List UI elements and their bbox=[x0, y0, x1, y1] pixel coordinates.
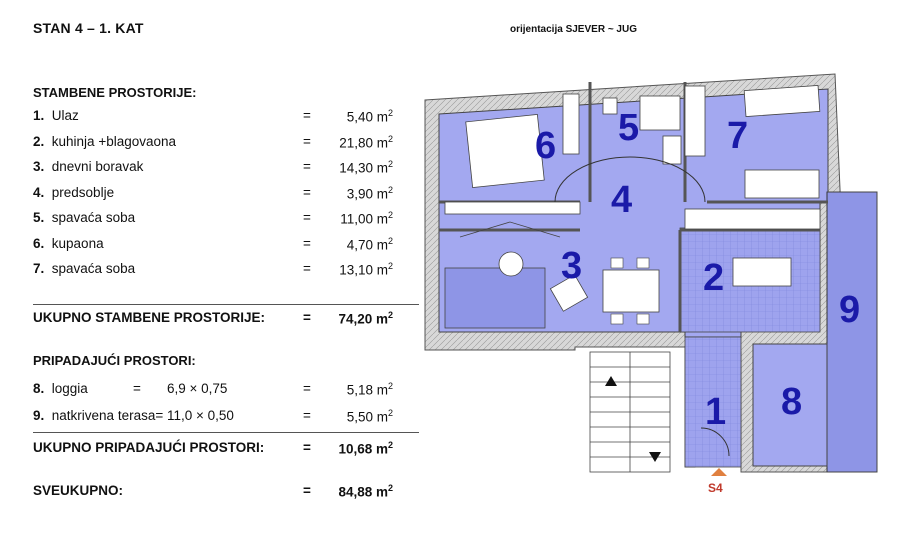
row-number: 1. bbox=[33, 108, 45, 123]
row-eq: = bbox=[303, 159, 311, 174]
row-eq: = bbox=[303, 133, 311, 149]
living-total-label: UKUPNO STAMBENE PROSTORIJE: bbox=[33, 310, 266, 325]
row-name: spavaća soba bbox=[51, 210, 136, 225]
auxiliary-row-8 bbox=[33, 381, 393, 401]
row-eq: = bbox=[303, 108, 311, 123]
living-room-row bbox=[33, 261, 393, 281]
row-name: natkrivena terasa= 11,0 × 0,50 bbox=[51, 408, 234, 423]
row-number: 2. bbox=[33, 133, 45, 149]
auxiliary-row-9 bbox=[33, 408, 393, 428]
wardrobe-icon bbox=[685, 86, 705, 156]
row-number: 8. bbox=[33, 381, 45, 396]
living-room-row bbox=[33, 185, 393, 205]
living-total-value: 74,20 $m^2$ bbox=[338, 310, 393, 327]
page-title: STAN 4 – 1. KAT bbox=[33, 20, 144, 36]
room-label-7: 7 bbox=[727, 115, 749, 157]
formula-eq: = bbox=[133, 381, 141, 396]
grand-total-row bbox=[33, 483, 393, 503]
row-eq: = bbox=[303, 184, 311, 200]
room-label-3: 3 bbox=[561, 245, 583, 287]
living-total-eq: = bbox=[303, 310, 311, 325]
room-label-6: 6 bbox=[535, 125, 557, 167]
auxiliary-total-label: UKUPNO PRIPADAJUĆI PROSTORI: bbox=[33, 440, 265, 455]
room-label-4: 4 bbox=[611, 179, 633, 221]
row-eq: = bbox=[303, 261, 311, 276]
row-value: 13,10 $m^2$ bbox=[339, 261, 393, 278]
auxiliary-total-value: 10,68 $m^2$ bbox=[338, 440, 393, 457]
auxiliary-total-row bbox=[33, 440, 393, 460]
row-name: dnevni boravak bbox=[51, 159, 144, 174]
toilet-icon bbox=[603, 98, 617, 114]
coffee-table-icon bbox=[499, 252, 523, 276]
entrance-tag: S4 bbox=[708, 481, 723, 495]
row-name: kupaona bbox=[51, 235, 104, 251]
row-number: 4. bbox=[33, 184, 45, 200]
row-number: 9. bbox=[33, 408, 45, 423]
row-value: 3,90 $m^2$ bbox=[346, 184, 393, 201]
row-number: 6. bbox=[33, 235, 45, 251]
kitchen-counter-icon bbox=[685, 209, 820, 229]
divider bbox=[33, 432, 419, 433]
terrace-area bbox=[827, 192, 877, 472]
row-eq: = bbox=[303, 381, 311, 396]
row-eq: = bbox=[303, 235, 311, 251]
room-label-2: 2 bbox=[703, 257, 725, 299]
kitchen-island-icon bbox=[733, 258, 791, 286]
room-label-8: 8 bbox=[781, 381, 803, 423]
grand-total-value: 84,88 $m^2$ bbox=[338, 483, 393, 500]
single-bed-icon bbox=[744, 85, 820, 116]
row-value: 14,30 $m^2$ bbox=[339, 159, 393, 176]
row-name: loggia bbox=[51, 381, 88, 396]
row-value: 5,18 $m^2$ bbox=[346, 381, 393, 398]
row-value: 4,70 $m^2$ bbox=[346, 235, 393, 252]
row-value: 11,00 $m^2$ bbox=[340, 210, 393, 227]
row-value: 21,80 $m^2$ bbox=[339, 133, 393, 150]
room-label-5: 5 bbox=[618, 107, 640, 149]
living-room-row bbox=[33, 134, 393, 154]
single-bed-icon bbox=[745, 170, 819, 198]
row-name: spavaća soba bbox=[51, 261, 136, 276]
grand-total-label: SVEUKUPNO: bbox=[33, 483, 124, 498]
shower-icon bbox=[640, 96, 680, 130]
wardrobe-icon bbox=[445, 202, 580, 214]
auxiliary-header: PRIPADAJUĆI PROSTORI: bbox=[33, 353, 196, 368]
row-value: 5,40 $m^2$ bbox=[346, 108, 393, 125]
row-eq: = bbox=[303, 408, 311, 423]
auxiliary-total-eq: = bbox=[303, 440, 311, 455]
dining-table-icon bbox=[603, 270, 659, 312]
wardrobe-icon bbox=[563, 94, 579, 154]
living-room-row bbox=[33, 159, 393, 179]
row-number: 5. bbox=[33, 210, 45, 225]
formula: 6,9 × 0,75 bbox=[167, 381, 228, 396]
row-number: 3. bbox=[33, 159, 45, 174]
living-room-row bbox=[33, 210, 393, 230]
sofa-icon bbox=[445, 268, 545, 328]
living-room-row bbox=[33, 236, 393, 256]
row-name: kuhinja +blagovaona bbox=[51, 133, 177, 149]
orientation-label: orijentacija SJEVER ~ JUG bbox=[510, 24, 637, 35]
living-rooms-header: STAMBENE PROSTORIJE: bbox=[33, 85, 197, 100]
room-label-9: 9 bbox=[839, 289, 861, 331]
floor-plan bbox=[415, 52, 885, 512]
row-value: 5,50 $m^2$ bbox=[346, 408, 393, 425]
washbasin-icon bbox=[663, 136, 681, 164]
living-total-row bbox=[33, 310, 393, 330]
row-name: predsoblje bbox=[51, 184, 115, 200]
entrance-marker-icon bbox=[711, 468, 727, 476]
grand-total-eq: = bbox=[303, 483, 311, 498]
row-name: Ulaz bbox=[51, 108, 79, 123]
row-eq: = bbox=[303, 210, 311, 225]
living-room-row bbox=[33, 108, 393, 128]
room-label-1: 1 bbox=[705, 391, 727, 433]
row-number: 7. bbox=[33, 261, 45, 276]
double-bed-icon bbox=[466, 114, 545, 187]
divider bbox=[33, 304, 419, 305]
